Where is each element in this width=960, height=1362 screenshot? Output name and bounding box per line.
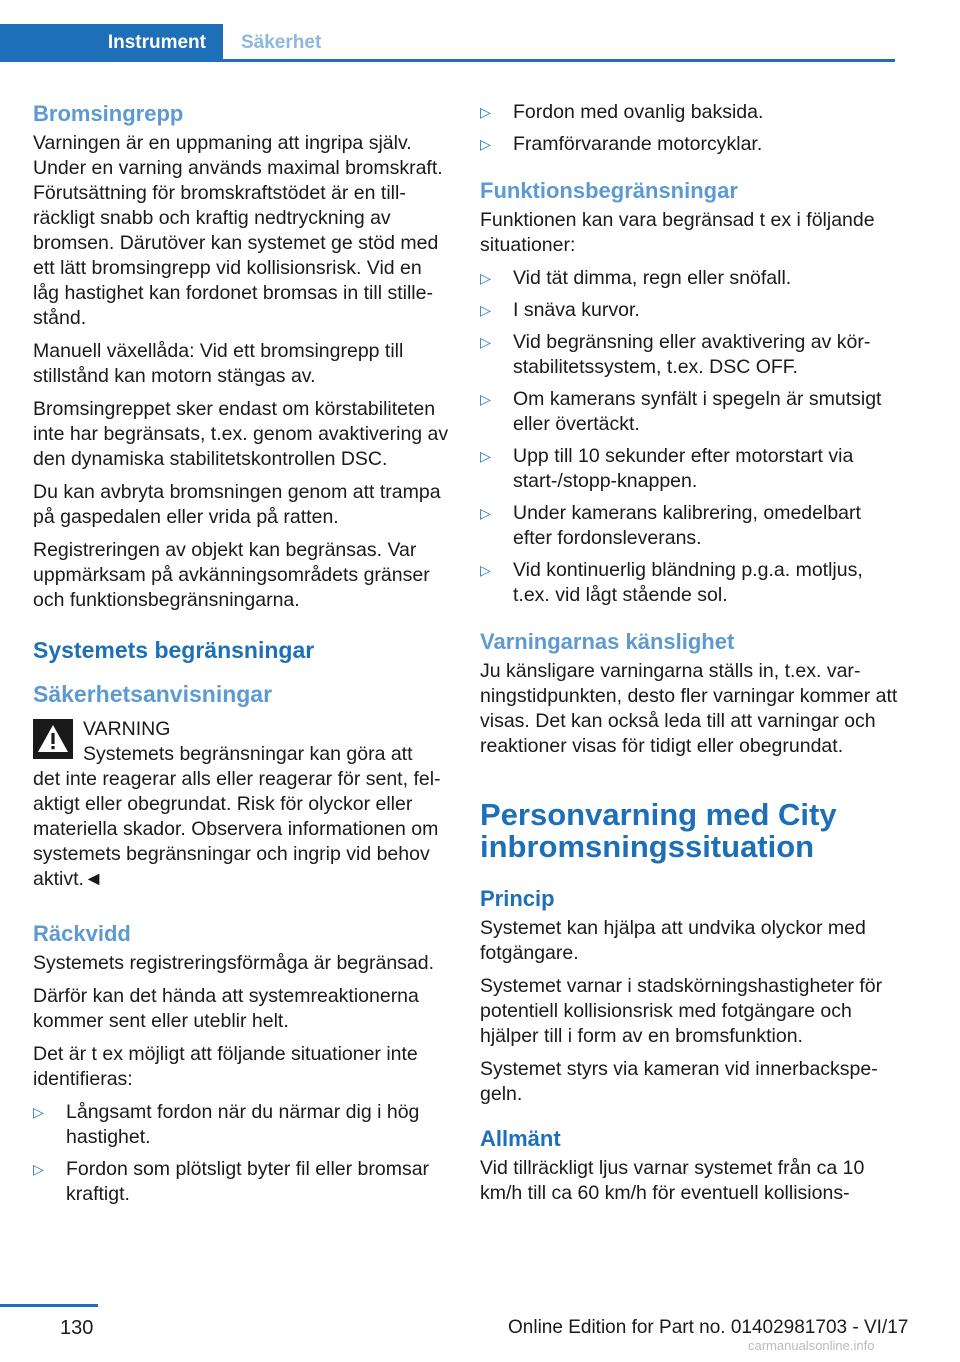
list-item-text: Vid kontinuerlig bländning p.g.a. motljus, t.ex. vid lågt stående sol. <box>513 559 863 606</box>
list-item-text: Fordon som plötsligt byter fil eller bromsar kraftigt. <box>66 1158 430 1205</box>
list-item-text: Fordon med ovanlig baksida. <box>513 101 764 123</box>
heading-varningarnas-kanslighet: Varningarnas känslighet <box>480 629 735 654</box>
paragraph: Varningen är en uppmaning att ingripa själv. Under en varning används maximal bromskraft. Förutsättning för bromskraftstödet är en tillräckligt snabb och kraftig nedtryckning av bromsen. Därutöver kan systemet ge stöd med ett lätt bromsingrepp vid kollisionsrisk. Vid en låg hastighet kan fordonet bromsas in till stillestånd. <box>33 132 443 329</box>
header-bar <box>0 0 895 62</box>
list-item <box>480 100 898 125</box>
list-item-text: I snäva kurvor. <box>513 299 640 321</box>
funktion-list <box>480 266 898 608</box>
list-item-text: Upp till 10 sekunder efter motorstart via start-/stopp-knappen. <box>513 445 854 492</box>
paragraph: Därför kan det hända att systemreaktionerna kommer sent eller uteblir helt. <box>33 985 419 1032</box>
watermark: carmanualsonline.info <box>748 1338 875 1353</box>
paragraph: Registreringen av objekt kan begränsas. Var uppmärksam på avkänningsområdets gränser och funktionsbegränsningarna. <box>33 539 430 611</box>
paragraph: Det är t ex möjligt att följande situationer inte identifieras: <box>33 1043 418 1090</box>
list-item <box>480 298 898 323</box>
heading-sakerhetsanvisningar: Säkerhetsanvisningar <box>33 681 273 707</box>
paragraph: Vid tillräckligt ljus varnar systemet från ca 10 km/h till ca 60 km/h för eventuell kollisions‐ <box>480 1157 865 1204</box>
paragraph: Ju känsligare varningarna ställs in, t.ex. varningstidpunkten, desto fler varningar kommer att visas. Det kan också leda till att varningar och reaktioner visas för tidigt eller obegrundat. <box>480 660 898 757</box>
heading-funktionsbegransningar: Funktionsbegränsningar <box>480 178 738 203</box>
list-item <box>480 330 898 380</box>
list-item <box>480 558 898 608</box>
warning-label: VARNING <box>83 718 171 740</box>
bullet-triangle-icon: ▷ <box>480 334 491 350</box>
heading-bromsingrepp: Bromsingrepp <box>33 101 184 126</box>
page-number: 130 <box>60 1317 94 1339</box>
heading-allmant: Allmänt <box>480 1126 561 1151</box>
warning-text: det inte reagerar alls eller reagerar för sent, felaktigt eller obegrundat. Risk för olyckor eller materiella skador. Observera informationen om systemets begränsningar och ingrip vid behov aktivt.◄ <box>33 768 441 890</box>
list-item-text: Om kamerans synfält i spegeln är smutsigt eller övertäckt. <box>513 388 882 435</box>
warning-icon <box>33 719 73 759</box>
bullet-triangle-icon: ▷ <box>480 302 491 318</box>
list-item <box>33 1100 451 1150</box>
bullet-triangle-icon: ▷ <box>480 505 491 521</box>
edition-info: Online Edition for Part no. 01402981703 - VI/17 <box>508 1317 909 1338</box>
bullet-triangle-icon: ▷ <box>480 562 491 578</box>
list-item <box>33 1157 451 1207</box>
bullet-triangle-icon: ▷ <box>480 448 491 464</box>
bullet-triangle-icon: ▷ <box>480 136 491 152</box>
paragraph: Du kan avbryta bromsningen genom att trampa på gaspedalen eller vrida på ratten. <box>33 481 441 528</box>
list-item <box>480 501 898 551</box>
list-item <box>480 387 898 437</box>
left-column <box>33 100 451 1215</box>
paragraph: Systemets registreringsförmåga är begränsad. <box>33 952 435 974</box>
list-item-text: Under kamerans kalibrering, omedelbart efter fordonsleverans. <box>513 502 861 549</box>
list-item-text: Långsamt fordon när du närmar dig i hög hastighet. <box>66 1101 420 1148</box>
paragraph: Manuell växellåda: Vid ett bromsingrepp till stillstånd kan motorn stängas av. <box>33 340 404 387</box>
paragraph: Funktionen kan vara begränsad t ex i följande situationer: <box>480 209 875 256</box>
footer-divider <box>0 1304 98 1307</box>
tab-instrument[interactable]: Instrument <box>0 24 223 62</box>
list-item <box>480 132 898 157</box>
bullet-triangle-icon: ▷ <box>33 1104 44 1120</box>
warning-first-line: Systemets begränsningar kan göra att <box>83 743 413 765</box>
heading-personvarning: Personvarning med City inbromsningssituation <box>480 797 837 864</box>
list-item-text: Vid begränsning eller avaktivering av körstabilitetssystem, t.ex. DSC OFF. <box>513 331 871 378</box>
heading-systemets-begransningar: Systemets begränsningar <box>33 637 315 663</box>
paragraph: Systemet styrs via kameran vid innerbackspegeln. <box>480 1058 878 1105</box>
bullet-triangle-icon: ▷ <box>480 391 491 407</box>
list-item-text: Framförvarande motorcyklar. <box>513 133 763 155</box>
list-item <box>480 266 898 291</box>
tab-sakerhet[interactable]: Säkerhet <box>241 32 322 53</box>
header-divider <box>0 59 895 62</box>
list-item <box>480 444 898 494</box>
rackvidd-list <box>33 1100 451 1207</box>
right-column <box>480 100 898 1214</box>
bullet-triangle-icon: ▷ <box>480 270 491 286</box>
bullet-triangle-icon: ▷ <box>480 104 491 120</box>
paragraph: Systemet varnar i stadskörningshastigheter för potentiell kollisionsrisk med fotgängare och hjälper till i form av en bromsfunktion. <box>480 975 883 1047</box>
rackvidd-list-continued <box>480 100 898 157</box>
paragraph: Bromsingreppet sker endast om körstabiliteten inte har begränsats, t.ex. genom avaktivering av den dynamiska stabilitetskontrollen DSC. <box>33 398 449 470</box>
paragraph: Systemet kan hjälpa att undvika olyckor med fotgängare. <box>480 917 866 964</box>
heading-rackvidd: Räckvidd <box>33 921 131 946</box>
list-item-text: Vid tät dimma, regn eller snöfall. <box>513 267 792 289</box>
bullet-triangle-icon: ▷ <box>33 1161 44 1177</box>
warning-box <box>33 717 451 767</box>
heading-princip: Princip <box>480 886 555 911</box>
